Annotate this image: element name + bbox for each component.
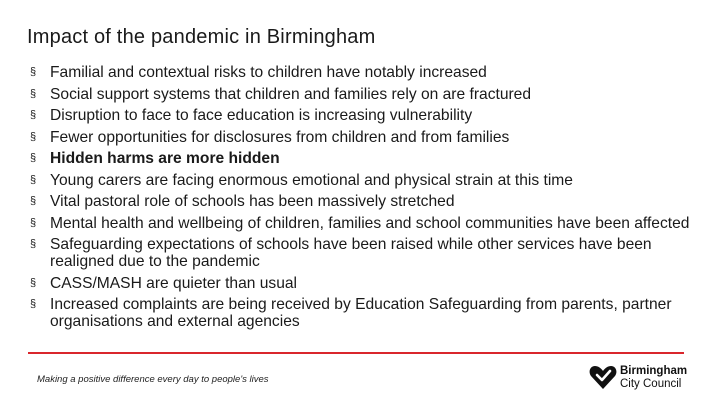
bullet-item — [30, 172, 710, 189]
bullet-text: Hidden harms are more hidden — [50, 150, 280, 167]
bullet-marker: § — [30, 152, 37, 164]
bullet-text: Mental health and wellbeing of children, families and school communities have been affected — [50, 214, 690, 232]
birmingham-city-council-logo — [588, 362, 698, 396]
bullet-marker: § — [30, 87, 37, 100]
footer-divider — [28, 352, 684, 354]
bullet-marker: § — [30, 173, 37, 186]
bullet-item — [30, 275, 710, 292]
bullet-marker: § — [30, 276, 37, 289]
bullet-item — [30, 107, 710, 124]
bullet-text: Safeguarding expectations of schools have been raised while other services have been realigned due to the pandemic — [50, 236, 652, 271]
heart-logo-icon — [588, 362, 618, 392]
bullet-text: Disruption to face to face education is increasing vulnerability — [50, 107, 473, 124]
footer-tagline: Making a positive difference every day to people's lives — [37, 374, 269, 385]
bullet-text: Vital pastoral role of schools has been massively stretched — [50, 193, 455, 210]
bullet-text: Fewer opportunities for disclosures from children and from families — [50, 128, 510, 146]
logo-line-2: City Council — [620, 378, 682, 390]
bullet-text: Increased complaints are being received by Education Safeguarding from parents, partner organisations and external agencies — [50, 296, 672, 331]
bullet-marker: § — [30, 130, 37, 143]
bullet-text: Young carers are facing enormous emotional and physical strain at this time — [50, 171, 573, 189]
bullet-list — [30, 64, 710, 335]
bullet-marker: § — [30, 238, 37, 250]
bullet-marker: § — [30, 66, 37, 78]
bullet-marker: § — [30, 216, 37, 229]
bullet-item — [30, 296, 710, 330]
bullet-marker: § — [30, 195, 37, 207]
bullet-item — [30, 236, 710, 270]
bullet-text: Social support systems that children and families rely on are fractured — [50, 85, 532, 103]
bullet-item — [30, 193, 710, 210]
bullet-item — [30, 86, 710, 103]
bullet-item — [30, 150, 710, 167]
logo-line-1: Birmingham — [620, 365, 688, 377]
bullet-marker: § — [30, 298, 37, 311]
bullet-item — [30, 64, 710, 81]
bullet-item — [30, 215, 710, 232]
bullet-text: CASS/MASH are quieter than usual — [50, 274, 298, 292]
bullet-text: Familial and contextual risks to children have notably increased — [50, 64, 487, 81]
bullet-marker: § — [30, 109, 37, 121]
slide-title: Impact of the pandemic in Birmingham — [27, 26, 376, 48]
bullet-item — [30, 129, 710, 146]
